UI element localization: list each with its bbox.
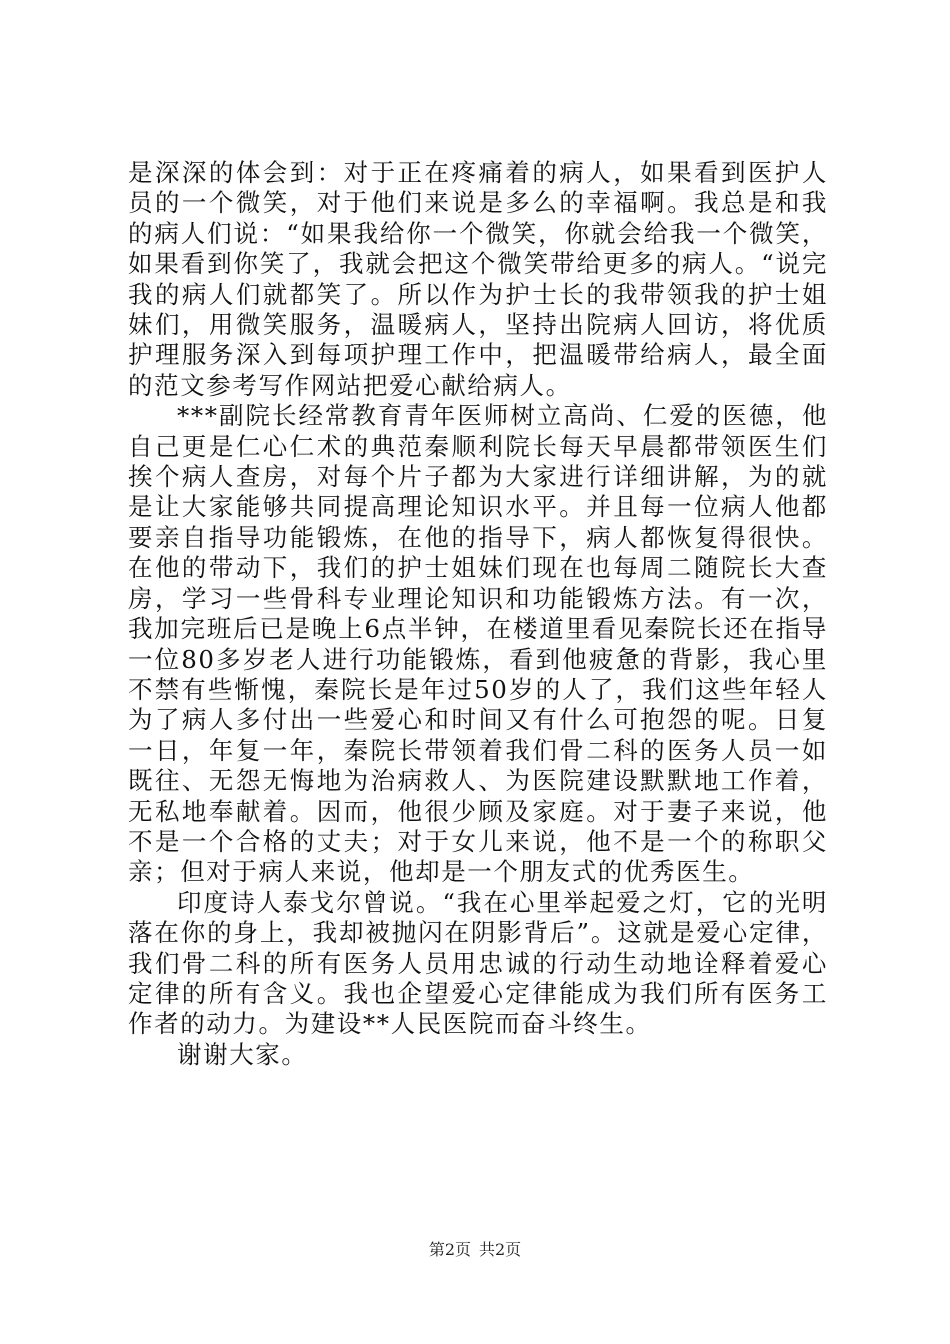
page-footer [0,1240,950,1260]
page-total: 共2页 [479,1240,522,1259]
paragraph-2: ***副院长经常教育青年医师树立高尚、仁爱的医德，他自己更是仁心仁术的典范秦顺利院长每天早晨都带领医生们挨个病人查房，对每个片子都为大家进行详细讲解，为的就是让大家能够共同提高理论知识水平。并且每一位病人他都要亲自指导功能锻炼，在他的指导下，病人都恢复得很快。在他的带动下，我们的护士姐妹们现在也每周二随院长大查房，学习一些骨科专业理论知识和功能锻炼方法。有一次，我加完班后已是晚上6点半钟，在楼道里看见秦院长还在指导一位80多岁老人进行功能锻炼，看到他疲惫的背影，我心里不禁有些惭愧，秦院长是年过50岁的人了，我们这些年轻人为了病人多付出一些爱心和时间又有什么可抱怨的呢。日复一日，年复一年，秦院长带领着我们骨二科的医务人员一如既往、无怨无悔地为治病救人、为医院建设默默地工作着，无私地奉献着。因而，他很少顾及家庭。对于妻子来说，他不是一个合格的丈夫；对于女儿来说，他不是一个的称职父亲；但对于病人来说，他却是一个朋友式的优秀医生。 [128,401,828,887]
page-number: 第2页 [428,1240,471,1259]
paragraph-1: 是深深的体会到：对于正在疼痛着的病人，如果看到医护人员的一个微笑，对于他们来说是多么的幸福啊。我总是和我的病人们说：“如果我给你一个微笑，你就会给我一个微笑，如果看到你笑了，我就会把这个微笑带给更多的病人。“说完我的病人们就都笑了。所以作为护士长的我带领我的护士姐妹们，用微笑服务，温暖病人，坚持出院病人回访，将优质护理服务深入到每项护理工作中，把温暖带给病人，最全面的范文参考写作网站把爱心献给病人。 [128,158,828,400]
document-body [128,158,828,1070]
paragraph-3: 印度诗人泰戈尔曾说。“我在心里举起爱之灯，它的光明落在你的身上，我却被抛闪在阴影背后”。这就是爱心定律，我们骨二科的所有医务人员用忠诚的行动生动地诠释着爱心定律的所有含义。我也企望爱心定律能成为我们所有医务工作者的动力。为建设**人民医院而奋斗终生。 [128,887,828,1039]
paragraph-4: 谢谢大家。 [177,1039,308,1069]
